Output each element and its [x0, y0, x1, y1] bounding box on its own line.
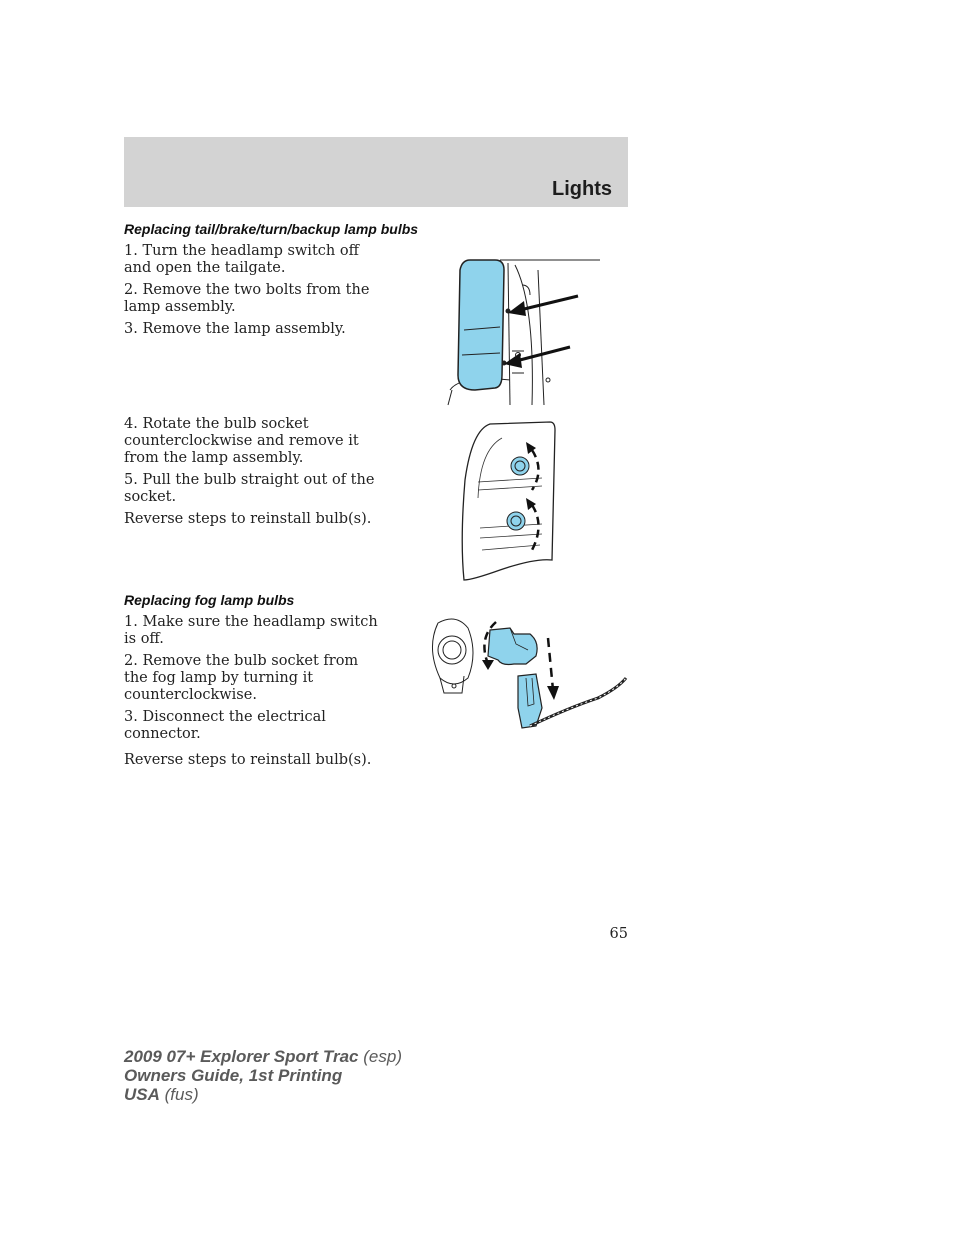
section-title: Lights — [552, 178, 612, 200]
step-text: Reverse steps to reinstall bulb(s). — [124, 511, 372, 527]
page-number: 65 — [609, 926, 628, 942]
footer-line — [124, 1066, 402, 1085]
step-text: 1. Turn the headlamp switch off and open the tailgate. — [124, 243, 359, 276]
fog-lamp-socket-illustration — [418, 608, 633, 740]
footer-model-code: (esp) — [363, 1047, 402, 1066]
tail-lamp-steps-a — [124, 243, 386, 343]
fog-lamp-heading: Replacing fog lamp bulbs — [124, 592, 295, 608]
footer-line — [124, 1085, 402, 1104]
footer-market-code: (fus) — [164, 1085, 199, 1104]
footer-model: 2009 07+ Explorer Sport Trac — [124, 1047, 359, 1066]
tail-lamp-socket-illustration — [460, 420, 560, 585]
tail-lamp-steps-b — [124, 416, 386, 533]
tail-lamp-heading: Replacing tail/brake/turn/backup lamp bulbs — [124, 221, 419, 237]
step-text: 3. Disconnect the electrical connector. — [124, 709, 326, 742]
tail-lamp-bolts-illustration — [440, 255, 605, 410]
step-text: 1. Make sure the headlamp switch is off. — [124, 614, 378, 647]
step-text: 2. Remove the bulb socket from the fog lamp by turning it counterclockwise. — [124, 653, 359, 703]
reverse-steps-text: Reverse steps to reinstall bulb(s). — [124, 752, 372, 768]
fog-lamp-steps — [124, 614, 386, 774]
step-text: 3. Remove the lamp assembly. — [124, 321, 346, 337]
document-footer — [124, 1047, 402, 1104]
step-text: 2. Remove the two bolts from the lamp assembly. — [124, 282, 370, 315]
footer-market: USA — [124, 1085, 160, 1104]
step-text: 5. Pull the bulb straight out of the socket. — [124, 472, 375, 505]
footer-printing: Owners Guide, 1st Printing — [124, 1066, 343, 1085]
section-header-band — [124, 137, 628, 207]
footer-line — [124, 1047, 402, 1066]
step-text: 4. Rotate the bulb socket counterclockwise and remove it from the lamp assembly. — [124, 416, 359, 466]
